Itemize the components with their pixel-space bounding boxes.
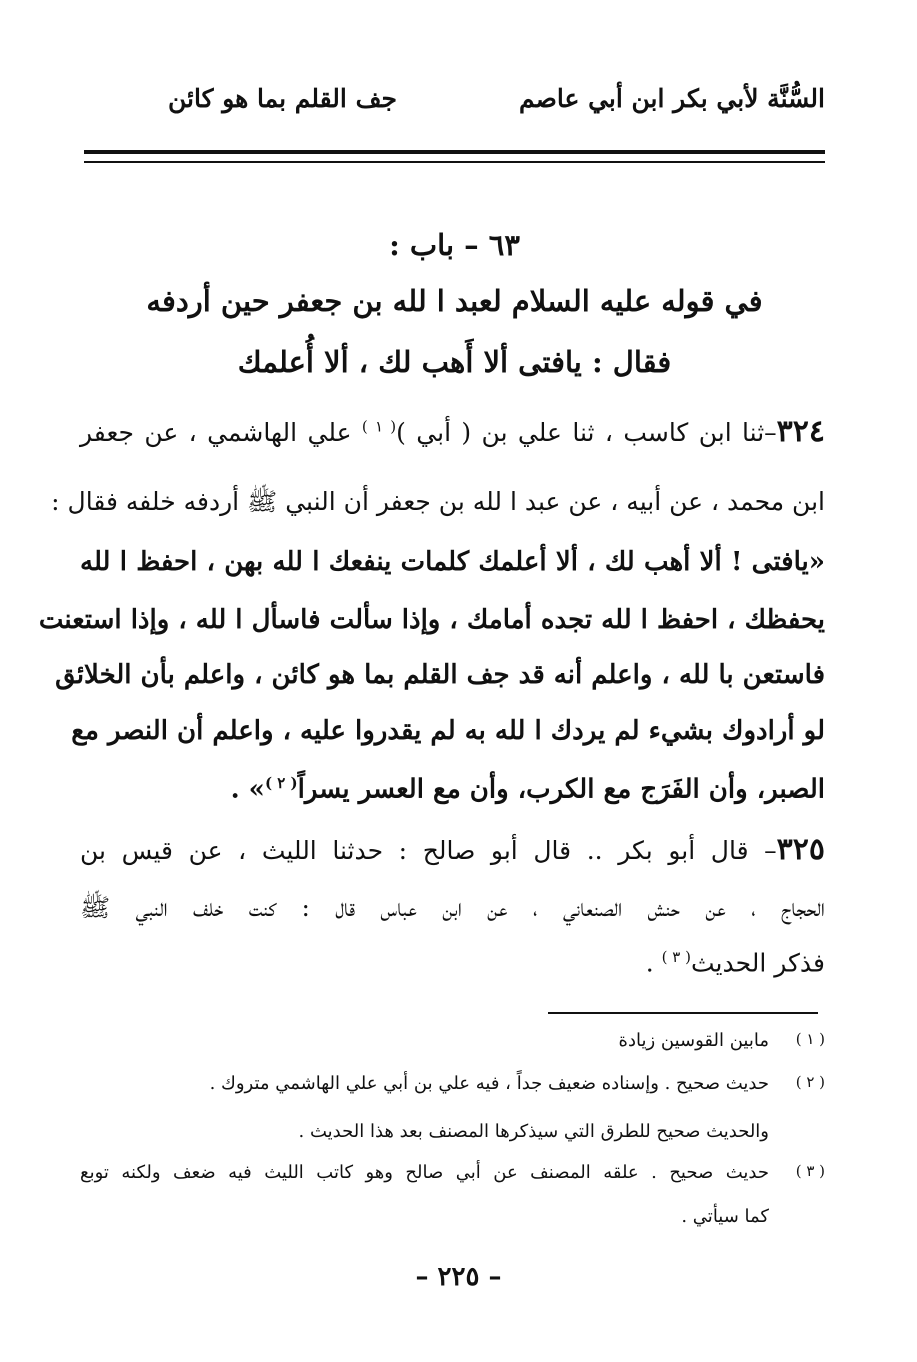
header-rule-thick (84, 150, 825, 154)
hadith-324-line-4: يحفظك ، احفظ ا لله تجده أمامك ، وإذا سألت فاسأل ا لله ، وإذا استعنت (38, 605, 825, 635)
hadith-324-line-3: «يافتى ! ألا أهب لك ، ألا أعلمك كلمات ينفعك ا لله بهن ، احفظ ا لله (80, 547, 825, 577)
hadith-number: ٣٢٥ (776, 832, 825, 867)
hadith-324-line-6: لو أرادوك بشيء لم يردك ا لله به لم يقدروا عليه ، واعلم أن النصر مع (71, 716, 825, 746)
book-title: السُّنَّة لأبي بكر ابن أبي عاصم (518, 84, 825, 113)
footnote-text: كما سيأتي . (681, 1206, 769, 1227)
hadith-324-line-2: ابن محمد ، عن أبيه ، عن عبد ا لله بن جعفر أن النبي ﷺ أردفه خلفه فقال : (51, 487, 825, 516)
header-rule-thin (84, 161, 825, 163)
hadith-text: فذكر الحديث (690, 948, 825, 978)
hadith-325-line-3 (80, 948, 825, 998)
footnote-text: مابين القوسين زيادة (618, 1030, 769, 1051)
chapter-title-line-2: فقال : يافتى ألا أَهب لك ، ألا أُعلمك (237, 345, 672, 379)
running-header (80, 84, 825, 124)
hadith-text: » . (230, 774, 265, 805)
hadith-text: علي الهاشمي ، عن جعفر (80, 418, 362, 447)
chapter-number: ٦٣ – باب : (389, 228, 520, 262)
chapter-title-line-1: في قوله عليه السلام لعبد ا لله بن جعفر حين أردفه (146, 284, 763, 318)
hadith-text: –ثنا ابن كاسب ، ثنا علي بن ( أبي ) (396, 418, 777, 447)
page-number: – ٢٢٥ – (415, 1262, 502, 1292)
hadith-324-line-5: فاستعن با لله ، واعلم أنه قد جف القلم بما هو كائن ، واعلم بأن الخلائق (55, 660, 825, 690)
hadith-text: الصبر، وأن الفَرَج مع الكرب، وأن مع العسر يسراً (297, 774, 825, 805)
footnote-ref: ( ٣ ) (661, 948, 691, 966)
hadith-324-line-7 (80, 774, 825, 824)
footnote-ref: ( ١ ) (361, 417, 397, 436)
footnote-text: حديث صحيح . علقه المصنف عن أبي صالح وهو كاتب الليث فيه ضعف ولكنه توبع (80, 1162, 769, 1183)
hadith-text: – قال أبو بكر .. قال أبو صالح : حدثنا الليث ، عن قيس بن (80, 836, 777, 865)
hadith-324-line-1 (80, 414, 825, 464)
footnote-number: ( ٢ ) (795, 1073, 825, 1091)
hadith-number: ٣٢٤ (776, 414, 826, 449)
footnote-text: حديث صحيح . وإسناده ضعيف جداً ، فيه علي بن أبي علي الهاشمي متروك . (209, 1073, 769, 1094)
footnote-ref: ( ٢ ) (264, 774, 298, 792)
hadith-text: . (645, 948, 662, 978)
hadith-325-line-1 (80, 832, 825, 882)
footnote-number: ( ٣ ) (795, 1162, 825, 1180)
footnote-text: والحديث صحيح للطرق التي سيذكرها المصنف بعد هذا الحديث . (298, 1121, 769, 1142)
footnote-separator (548, 1012, 818, 1014)
footnote-number: ( ١ ) (795, 1030, 825, 1048)
chapter-running-title: جف القلم بما هو كائن (168, 84, 397, 113)
hadith-325-line-2: الحجاج ، عن حنش الصنعاني ، عن ابن عباس قال : كنت خلف النبي ﷺ (80, 893, 825, 922)
